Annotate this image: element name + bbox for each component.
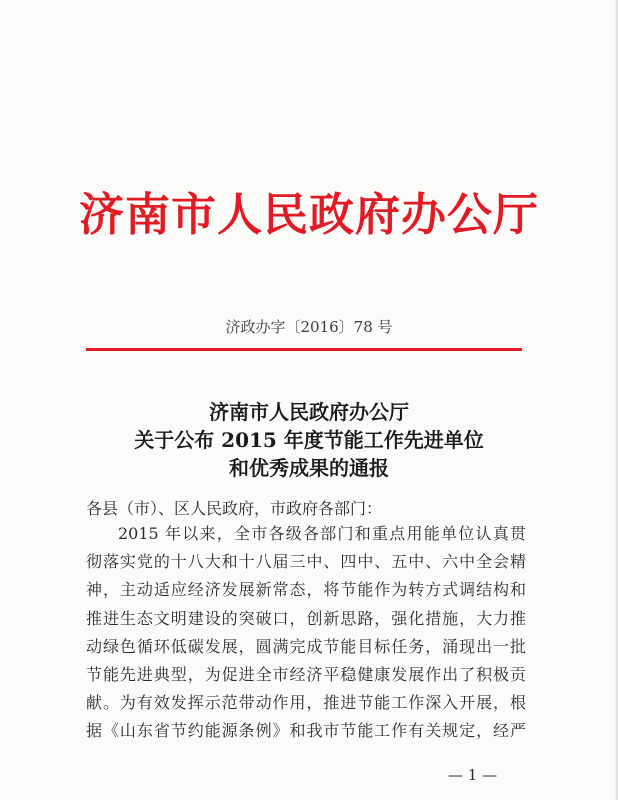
body-line: 2015 年以来，全市各级各部门和重点用能单位认真贯: [118, 524, 526, 543]
body-line: 神，主动适应经济发展新常态，将节能作为转方式调结构和: [86, 580, 526, 600]
body-line: 推进生态文明建设的突破口，创新思路，强化措施，大力推: [86, 608, 526, 628]
body-paragraph: [86, 520, 526, 746]
body-line: 献。为有效发挥示范带动作用，推进节能工作深入开展，根: [86, 693, 526, 713]
body-line: 据《山东省节约能源条例》和我市节能工作有关规定，经严: [86, 721, 526, 741]
title-line-1: 济南市人民政府办公厅: [209, 400, 409, 424]
body-line: 彻落实党的十八大和十八届三中、四中、五中、六中全会精: [86, 552, 526, 572]
document-title: [0, 398, 618, 482]
salutation: 各县（市）、区人民政府，市政府各部门：: [86, 499, 383, 518]
title-line-3: 和优秀成果的通报: [229, 456, 389, 480]
masthead-title: 济南市人民政府办公厅: [78, 188, 539, 241]
document-number: 济政办字〔2016〕78 号: [225, 318, 393, 336]
page-number: — 1 —: [448, 766, 498, 784]
body-line: 节能先进典型，为促进全市经济平稳健康发展作出了积极贡: [86, 664, 526, 684]
red-divider: [86, 348, 522, 351]
body-line: 动绿色循环低碳发展，圆满完成节能目标任务，涌现出一批: [86, 636, 526, 656]
title-line-2: 关于公布 2015 年度节能工作先进单位: [134, 428, 484, 452]
